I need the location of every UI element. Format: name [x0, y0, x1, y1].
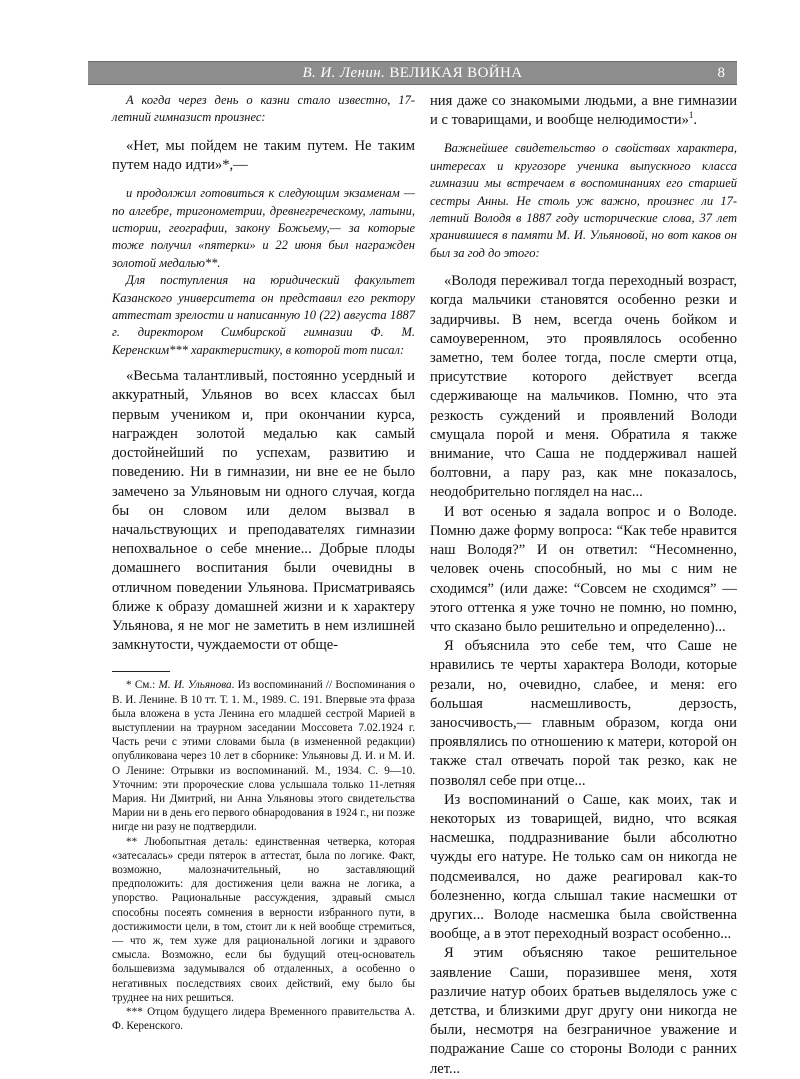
- footnote-2: ** Любопытная деталь: единственная четверка, которая «затесалась» среди пятерок в аттестат, была по логике. Факт, возможно, малозначительный, но заставляющий предположить: для достижения цели важна не логика, а упорство. Рациональные рассуждения, здравый смысл способны посеять сомнения в верности избранного пути, в достижимости цели, в том, стоит ли к ней вообще стремиться,— что ж, тем хуже для рациональной логики и здравого смысла. Возможно, если бы будущий отец-основатель большевизма задумывался об отдаленных, а особенно о негативных последствиях своих действий, ему было бы труднее на них решиться.: [112, 835, 415, 1004]
- anna-quote-p4: Из воспоминаний о Саше, как моих, так и некоторых из товарищей, видно, что всякая насмешка, поддразнивание были абсолютно чужды его натуре. Не только сам он никогда не подсмеивался, но даже реагировал как-то болезненно, когда слышал такие насмешки от других... Володе насмешка была свойственна вообще, а в этот переходный возраст особенно...: [430, 791, 737, 943]
- kerensky-characteristic-quote: «Весьма талантливый, постоянно усердный и аккуратный, Ульянов во всех классах был первым учеником и, при окончании курса, награжден золотой медалью как самый достойнейший по успехам, развитию и поведению. Ни в гимназии, ни вне ее не было замечено за Ульяновым ни одного случая, когда бы он словом или делом вызвал в начальствующих и преподавателях гимназии непохвальное о себе мнение... Добрые плоды домашнего воспитания были очевидны в отличном поведении Ульянова. Присматриваясь ближе к образу домашней жизни и к характеру Ульянова, я не мог не заметить в нем излишней замкнутости, чуждаемости от обще-: [112, 368, 415, 654]
- anna-quote-p5: Я этим объясняю такое решительное заявление Саши, поразившее меня, хотя различие натур обоих братьев выделялось уже с детства, и близкими друг другу они никогда не были, несмотря на безграничное уважение и подражание Саше со стороны Володи с ранних лет...: [430, 945, 737, 1077]
- footnote-1-prefix: * См.:: [126, 679, 159, 692]
- page-number: 8: [717, 65, 725, 81]
- header-title: ВЕЛИКАЯ ВОЙНА: [389, 65, 523, 81]
- anna-quote-p1: «Володя переживал тогда переходный возраст, когда мальчики становятся особенно резки и задирчивы. В нем, всегда очень бойком и самоуверенном, это проявлялось особенно заметно, тем более тогда, после смерти отца, присутствие которого действует всегда сдерживающе на мальчиков. Помню, что эта резкость суждений и проявлений Володи смущала порой и меня. Обратила я также внимание, что Саша не поддерживал нашей болтовни, а пару раз, как мне показалось, неодобрительно поглядел на нас...: [430, 273, 737, 501]
- running-title: [88, 63, 737, 83]
- quote-continuation: [430, 92, 737, 130]
- quote-continuation-text: ния даже со знакомыми людьми, а вне гимназии и с товарищами, и вообще нелюдимости»: [430, 93, 737, 129]
- intro-italic: А когда через день о казни стало известно, 17-летний гимназист произнес:: [112, 93, 415, 125]
- footnote-3: *** Отцом будущего лидера Временного правительства А. Ф. Керенского.: [112, 1006, 415, 1033]
- footnote-separator: [112, 671, 170, 672]
- exams-italic: и продолжил готовиться к следующим экзаменам — по алгебре, тригонометрии, древнегреческому, латыни, истории, географии, закону Божьему,— за которые тоже получил «пятерки» и 22 июня был награжден золотой медалью**.: [112, 186, 415, 270]
- footnote-1: [112, 678, 415, 834]
- university-italic: Для поступления на юридический факультет Казанского университета он представил его ректору аттестат зрелости и написанную 10 (22) августа 1887 г. директором Симбирской гимназии Ф. М. Керенским*** характеристику, в которой тот писал:: [112, 273, 415, 357]
- quote-continuation-end: .: [693, 112, 698, 129]
- anna-quote-p2: И вот осенью я задала вопрос и о Володе. Помню даже форму вопроса: “Как тебе нравится наш Володя?” И он ответил: “Несомненно, человек очень способный, но мы с ним не сходимся” (или даже: “Совсем не сходимся” — этого оттенка я уже точно не помню, но помню, что сказано было решительно и определенно)...: [430, 503, 737, 635]
- left-column: [112, 92, 415, 1033]
- footnote-1-text: . Из воспоминаний // Воспоминания о В. И. Ленине. В 10 тт. Т. 1. М., 1989. С. 191. Впервые эта фраза была вложена в уста Ленина его младшей сестрой Марией в выступлении на траурном заседании Моссовета 7.02.1924 г. Часть речи с этими словами была (в измененной редакции) опубликована через 10 лет в сборнике: Ульяновы Д. И. и М. И. О Ленине: Отрывки из воспоминаний. М., 1934. С. 9—10. Уточним: эти пророческие слова услышала только 11-летняя Мария. Ни Дмитрий, ни Анна Ульяновы этого свидетельства Марии ни в день его первого обнародования в 1924 г., ни позже нигде ни разу не подтвердили.: [112, 679, 415, 834]
- anna-quote-p3: Я объяснила это себе тем, что Саше не нравились те черты характера Володи, которые резали, но, очевидно, слабее, и меня: его большая насмешливость, дерзость, заносчивость,— главным образом, когда они проявлялись по отношению к матери, которой он также стал отвечать порой так резко, как не позволял себе при отце...: [430, 638, 737, 789]
- running-header: [88, 61, 737, 85]
- anna-intro-italic: Важнейшее свидетельство о свойствах характера, интересах и кругозоре ученика выпускного класса гимназии мы встречаем в воспоминаниях его старшей сестры Анны. Не столь уж важно, произнес ли 17-летний Володя в 1887 году исторические слова, 37 лет хранившиеся в памяти М. И. Ульяновой, но вот каков он был за год до этого:: [430, 141, 737, 260]
- header-author: В. И. Ленин.: [302, 65, 386, 81]
- endnote-marker: 1: [688, 110, 694, 121]
- right-column: [430, 92, 737, 1079]
- footnote-1-author: М. И. Ульянова: [158, 679, 232, 692]
- quote-not-this-way: «Нет, мы пойдем не таким путем. Не таким путем надо идти»*,—: [112, 137, 415, 174]
